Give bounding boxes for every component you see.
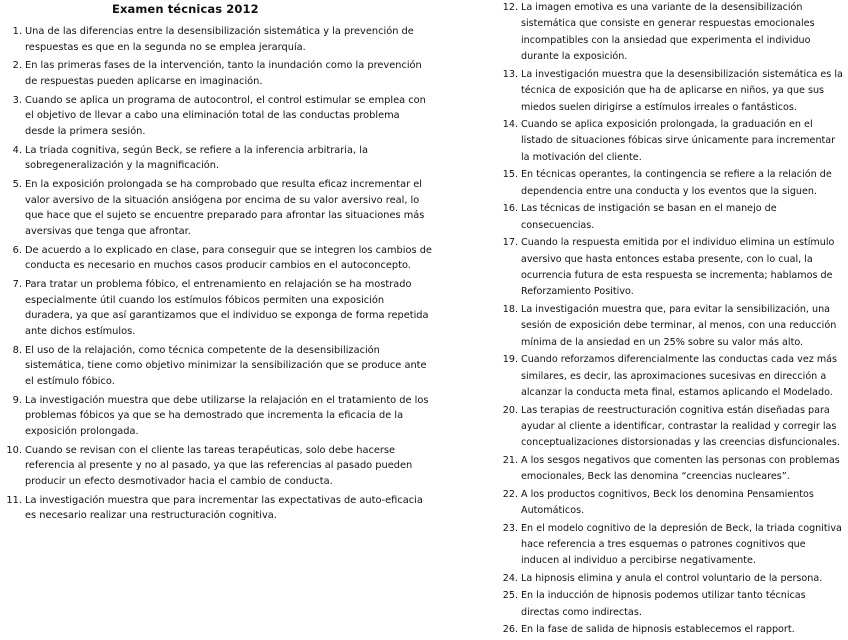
question-item <box>496 167 848 200</box>
question-number: 13. <box>502 68 518 80</box>
left-column <box>0 24 432 527</box>
question-text: A los sesgos negativos que comenten las personas con problemas emocionales, Beck las denomina “creencias nucleares”. <box>521 454 840 483</box>
question-item <box>496 117 848 166</box>
question-text: La investigación muestra que debe utilizarse la relajación en el tratamiento de los problemas fóbicos ya que se ha demostrado que incrementa la eficacia de la exposición prolongada. <box>25 394 429 437</box>
question-text: En la exposición prolongada se ha comprobado que resulta eficaz incrementar el valor aversivo de la situación ansiógena por encima de su valor aversivo real, lo que hace que el sujeto se encuentre preparado para afrontar las situaciones más aversivas que tenga que afrontar. <box>25 179 425 237</box>
question-number: 21. <box>502 454 518 466</box>
question-text: Cuando se aplica un programa de autocontrol, el control estimular se emplea con el objetivo de llevar a cabo una eliminación total de las conductas problema desde la primera sesión. <box>25 94 426 137</box>
question-number: 9. <box>12 394 22 406</box>
question-number: 11. <box>6 494 22 506</box>
question-item <box>0 143 432 174</box>
question-text: En las primeras fases de la intervención, tanto la inundación como la prevención de respuestas pueden aplicarse en imaginación. <box>25 60 422 87</box>
question-text: La investigación muestra que, para evitar la sensibilización, una sesión de exposición debe terminar, al menos, con una reducción mínima de la ansiedad en un 25% sobre su valor más alto. <box>521 303 837 348</box>
question-number: 5. <box>12 179 22 191</box>
question-number: 23. <box>502 522 518 534</box>
question-item <box>496 235 848 301</box>
question-text: La hipnosis elimina y anula el control voluntario de la persona. <box>521 572 823 584</box>
question-item <box>496 487 848 520</box>
question-number: 19. <box>502 354 518 366</box>
question-text: En técnicas operantes, la contingencia se refiere a la relación de dependencia entre una conducta y los eventos que la siguen. <box>521 169 832 197</box>
question-text: Cuando reforzamos diferencialmente las conductas cada vez más similares, es decir, las aproximaciones sucesivas en dirección a alcanzar la conducta meta final, estamos aplicando el Modelado. <box>521 354 838 398</box>
question-number: 26. <box>502 624 518 636</box>
question-number: 7. <box>12 279 22 291</box>
question-item <box>0 443 432 490</box>
question-item <box>0 243 432 274</box>
question-number: 18. <box>502 303 518 315</box>
question-item <box>0 24 432 55</box>
question-item <box>496 0 848 66</box>
question-item <box>496 302 848 351</box>
question-text: Una de las diferencias entre la desensibilización sistemática y la prevención de respuestas es que en la segunda no se emplea jerarquía. <box>25 26 414 53</box>
question-text: En el modelo cognitivo de la depresión de Beck, la triada cognitiva hace referencia a tres esquemas o patrones cognitivos que inducen al individuo a percibirse negativamente. <box>521 522 842 567</box>
question-number: 16. <box>502 203 518 215</box>
question-text: La imagen emotiva es una variante de la desensibilización sistemática que consiste en generar respuestas emocionales incompatibles con la ansiedad que experimenta el individuo durante la exposición. <box>521 2 815 63</box>
question-item <box>496 201 848 234</box>
question-item <box>0 93 432 140</box>
question-text: La triada cognitiva, según Beck, se refiere a la inferencia arbitraria, la sobregeneralización y la magnificación. <box>25 144 368 172</box>
question-number: 20. <box>502 404 518 416</box>
question-item <box>496 571 848 587</box>
question-number: 2. <box>12 60 22 72</box>
question-text: Cuando se aplica exposición prolongada, la graduación en el listado de situaciones fóbicas sirve únicamente para incrementar la motivación del cliente. <box>521 119 836 163</box>
question-text: Las técnicas de instigación se basan en el manejo de consecuencias. <box>521 203 777 231</box>
question-number: 10. <box>6 444 22 456</box>
question-item <box>0 343 432 390</box>
question-number: 1. <box>12 26 22 37</box>
question-text: En la fase de salida de hipnosis establecemos el rapport. <box>521 624 795 636</box>
question-item <box>496 352 848 401</box>
question-number: 3. <box>12 94 22 106</box>
question-item <box>0 393 432 440</box>
question-text: Para tratar un problema fóbico, el entrenamiento en relajación se ha mostrado especialmente útil cuando los estímulos fóbicos permiten una exposición duradera, ya que así garantizamos que el individuo se exponga de forma repetida ante dichos estímulos. <box>25 279 429 337</box>
question-text: Las terapias de reestructuración cognitiva están diseñadas para ayudar al cliente a identificar, contrastar la realidad y corregir las conceptualizaciones distorsionadas y las creencias disfuncionales. <box>521 404 840 449</box>
question-item <box>0 493 432 524</box>
question-text: El uso de la relajación, como técnica competente de la desensibilización sistemática, tiene como objetivo minimizar la sensibilización que se produce ante el estímulo fóbico. <box>25 344 427 387</box>
question-number: 24. <box>502 572 518 584</box>
question-number: 25. <box>502 590 518 602</box>
right-column <box>496 0 848 640</box>
question-text: A los productos cognitivos, Beck los denomina Pensamientos Automáticos. <box>521 488 814 517</box>
question-item <box>0 277 432 339</box>
question-text: La investigación muestra que la desensibilización sistemática es la técnica de exposición que ha de aplicarse en niños, ya que sus miedos suelen dirigirse a estímulos irreales o fantásticos. <box>521 68 843 113</box>
question-number: 6. <box>12 244 22 256</box>
page-title: Examen técnicas 2012 <box>112 2 259 16</box>
question-item <box>496 403 848 452</box>
question-number: 22. <box>502 488 518 500</box>
question-text: En la inducción de hipnosis podemos utilizar tanto técnicas directas como indirectas. <box>521 590 806 618</box>
question-number: 15. <box>502 169 518 181</box>
question-text: De acuerdo a lo explicado en clase, para conseguir que se integren los cambios de conducta es necesario en muchos casos producir cambios en el autoconcepto. <box>25 244 432 272</box>
question-number: 17. <box>502 237 518 249</box>
question-item <box>496 622 848 638</box>
question-text: Cuando se revisan con el cliente las tareas terapéuticas, solo debe hacerse referencia al presente y no al pasado, ya que las referencias al pasado pueden producir un efecto desmotivador hacia el cambio de conducta. <box>25 444 413 487</box>
question-item <box>496 588 848 621</box>
question-number: 8. <box>12 344 22 356</box>
question-number: 4. <box>12 144 22 156</box>
question-item <box>496 453 848 486</box>
question-text: Cuando la respuesta emitida por el individuo elimina un estímulo aversivo que hasta entonces estaba presente, con lo cual, la ocurrencia futura de esta respuesta se incrementa; hablamos de Reforzamiento Positivo. <box>521 237 835 298</box>
question-item <box>496 521 848 570</box>
question-text: La investigación muestra que para incrementar las expectativas de auto-eficacia es necesario realizar una restructuración cognitiva. <box>25 494 423 522</box>
question-number: 12. <box>502 2 518 13</box>
question-item <box>0 177 432 239</box>
question-item <box>496 67 848 116</box>
question-number: 14. <box>502 119 518 131</box>
question-item <box>0 58 432 89</box>
